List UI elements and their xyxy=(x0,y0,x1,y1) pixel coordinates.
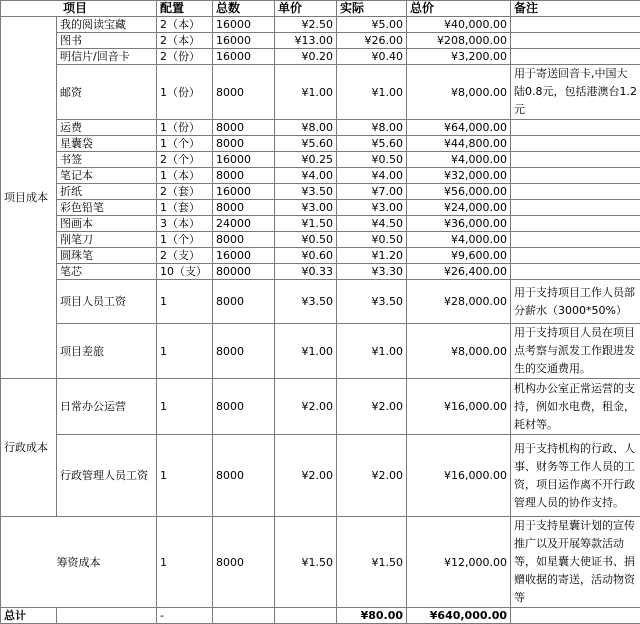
cell-note xyxy=(511,168,640,184)
cell-unit: ¥3.50 xyxy=(275,280,337,324)
header-note: 备注 xyxy=(511,1,640,17)
cell-config: 1 xyxy=(157,324,213,379)
table-row xyxy=(1,33,640,49)
table-row xyxy=(1,517,640,608)
cell-unit: ¥3.00 xyxy=(275,200,337,216)
table-row xyxy=(1,379,640,435)
cell-sum: ¥16,000.00 xyxy=(407,379,511,435)
cell-total: 8000 xyxy=(213,379,275,435)
cell-actual: ¥1.00 xyxy=(337,324,407,379)
cell-config: 2（本） xyxy=(157,33,213,49)
cell-sum: ¥4,000.00 xyxy=(407,152,511,168)
cell-total: 8000 xyxy=(213,517,275,608)
cell-note xyxy=(511,248,640,264)
table-row xyxy=(1,324,640,379)
cell-sum: ¥28,000.00 xyxy=(407,280,511,324)
cell-unit: ¥13.00 xyxy=(275,33,337,49)
cell-item: 我的阅读宝藏 xyxy=(57,17,157,33)
cell-note xyxy=(511,17,640,33)
total-empty xyxy=(275,608,337,624)
cell-unit: ¥0.25 xyxy=(275,152,337,168)
group-admin: 行政成本 xyxy=(1,379,57,517)
cell-actual: ¥3.30 xyxy=(337,264,407,280)
cell-unit: ¥0.50 xyxy=(275,232,337,248)
cell-config: 3（本） xyxy=(157,216,213,232)
cell-item: 彩色铅笔 xyxy=(57,200,157,216)
table-row xyxy=(1,184,640,200)
cell-total: 16000 xyxy=(213,248,275,264)
cell-sum: ¥3,200.00 xyxy=(407,49,511,65)
total-empty xyxy=(511,608,640,624)
cell-actual: ¥1.00 xyxy=(337,65,407,120)
total-config: - xyxy=(157,608,213,624)
cell-total: 80000 xyxy=(213,264,275,280)
cell-total: 16000 xyxy=(213,17,275,33)
table-row xyxy=(1,152,640,168)
total-sum: ¥640,000.00 xyxy=(407,608,511,624)
total-empty xyxy=(57,608,157,624)
cell-unit: ¥3.50 xyxy=(275,184,337,200)
cell-sum: ¥32,000.00 xyxy=(407,168,511,184)
cell-sum: ¥8,000.00 xyxy=(407,324,511,379)
cell-note xyxy=(511,136,640,152)
table-row xyxy=(1,435,640,517)
cell-config: 1（个） xyxy=(157,232,213,248)
cell-total: 16000 xyxy=(213,152,275,168)
header-unit-price: 单价 xyxy=(275,1,337,17)
cell-sum: ¥12,000.00 xyxy=(407,517,511,608)
header-total: 总数 xyxy=(213,1,275,17)
cell-sum: ¥208,000.00 xyxy=(407,33,511,49)
cell-actual: ¥3.00 xyxy=(337,200,407,216)
cell-total: 8000 xyxy=(213,232,275,248)
table-row xyxy=(1,120,640,136)
cell-item: 运费 xyxy=(57,120,157,136)
cell-unit: ¥4.00 xyxy=(275,168,337,184)
cell-total: 16000 xyxy=(213,184,275,200)
table-row xyxy=(1,17,640,33)
cell-item: 明信片/回音卡 xyxy=(57,49,157,65)
cell-config: 1 xyxy=(157,517,213,608)
cell-note xyxy=(511,120,640,136)
cell-actual: ¥1.50 xyxy=(337,517,407,608)
cell-sum: ¥26,400.00 xyxy=(407,264,511,280)
cell-config: 1（个） xyxy=(157,136,213,152)
cell-total: 8000 xyxy=(213,168,275,184)
cell-config: 1（本） xyxy=(157,168,213,184)
cell-actual: ¥5.00 xyxy=(337,17,407,33)
cell-item: 笔芯 xyxy=(57,264,157,280)
cell-sum: ¥40,000.00 xyxy=(407,17,511,33)
cell-actual: ¥0.40 xyxy=(337,49,407,65)
cell-item: 圆珠笔 xyxy=(57,248,157,264)
cell-unit: ¥5.60 xyxy=(275,136,337,152)
cell-total: 8000 xyxy=(213,435,275,517)
cell-actual: ¥4.50 xyxy=(337,216,407,232)
cell-note xyxy=(511,216,640,232)
cell-total: 16000 xyxy=(213,49,275,65)
table-row xyxy=(1,65,640,120)
cell-config: 2（套） xyxy=(157,184,213,200)
cell-note xyxy=(511,232,640,248)
total-label: 总计 xyxy=(1,608,57,624)
total-empty xyxy=(213,608,275,624)
cell-item: 日常办公运营 xyxy=(57,379,157,435)
cell-item: 项目人员工资 xyxy=(57,280,157,324)
cell-item: 项目差旅 xyxy=(57,324,157,379)
cell-item: 折纸 xyxy=(57,184,157,200)
cell-sum: ¥36,000.00 xyxy=(407,216,511,232)
cell-total: 24000 xyxy=(213,216,275,232)
total-actual: ¥80.00 xyxy=(337,608,407,624)
cell-item: 笔记本 xyxy=(57,168,157,184)
cell-item: 行政管理人员工资 xyxy=(57,435,157,517)
cell-sum: ¥44,800.00 xyxy=(407,136,511,152)
cell-config: 2（份） xyxy=(157,49,213,65)
header-config: 配置 xyxy=(157,1,213,17)
cell-total: 16000 xyxy=(213,33,275,49)
cell-total: 8000 xyxy=(213,136,275,152)
cell-item: 削笔刀 xyxy=(57,232,157,248)
cell-sum: ¥56,000.00 xyxy=(407,184,511,200)
cell-config: 1 xyxy=(157,280,213,324)
cell-sum: ¥24,000.00 xyxy=(407,200,511,216)
cell-config: 2（本） xyxy=(157,17,213,33)
header-item: 项目 xyxy=(1,1,157,17)
cell-total: 8000 xyxy=(213,200,275,216)
cell-unit: ¥8.00 xyxy=(275,120,337,136)
header-row xyxy=(1,1,640,17)
cell-sum: ¥64,000.00 xyxy=(407,120,511,136)
cell-item: 星囊袋 xyxy=(57,136,157,152)
cell-note xyxy=(511,264,640,280)
table-row xyxy=(1,136,640,152)
table-row xyxy=(1,168,640,184)
cell-actual: ¥2.00 xyxy=(337,379,407,435)
table-row xyxy=(1,49,640,65)
cell-unit: ¥1.00 xyxy=(275,65,337,120)
cell-config: 1（套） xyxy=(157,200,213,216)
cell-note xyxy=(511,200,640,216)
cell-note: 用于支持星囊计划的宣传推广以及开展筹款活动等，如星囊大使证书、捐赠收据的寄送，活动物资等 xyxy=(511,517,640,608)
cell-note: 用于寄送回音卡,中国大陆0.8元，包括港澳台1.2元 xyxy=(511,65,640,120)
cell-note xyxy=(511,49,640,65)
table-row xyxy=(1,216,640,232)
cell-item: 图画本 xyxy=(57,216,157,232)
cell-note xyxy=(511,33,640,49)
cell-actual: ¥7.00 xyxy=(337,184,407,200)
cell-sum: ¥4,000.00 xyxy=(407,232,511,248)
cell-config: 1 xyxy=(157,435,213,517)
cell-note: 用于支持项目工作人员部分薪水（3000*50%） xyxy=(511,280,640,324)
cell-unit: ¥1.50 xyxy=(275,517,337,608)
cell-note: 用于支持机构的行政、人事、财务等工作人员的工资，项目运作离不开行政管理人员的协作支持。 xyxy=(511,435,640,517)
cell-actual: ¥5.60 xyxy=(337,136,407,152)
cell-unit: ¥0.60 xyxy=(275,248,337,264)
cell-note xyxy=(511,184,640,200)
cell-config: 2（支） xyxy=(157,248,213,264)
cell-sum: ¥16,000.00 xyxy=(407,435,511,517)
header-sum: 总价 xyxy=(407,1,511,17)
group-fundraising: 筹资成本 xyxy=(1,517,157,608)
cell-unit: ¥2.50 xyxy=(275,17,337,33)
cell-config: 10（支） xyxy=(157,264,213,280)
cell-item: 图书 xyxy=(57,33,157,49)
cell-actual: ¥0.50 xyxy=(337,232,407,248)
table-row xyxy=(1,200,640,216)
cell-config: 1（份） xyxy=(157,120,213,136)
cell-sum: ¥9,600.00 xyxy=(407,248,511,264)
cell-note xyxy=(511,152,640,168)
cell-actual: ¥4.00 xyxy=(337,168,407,184)
cell-item: 书签 xyxy=(57,152,157,168)
cell-unit: ¥1.00 xyxy=(275,324,337,379)
cell-unit: ¥0.20 xyxy=(275,49,337,65)
cell-note: 用于支持项目人员在项目点考察与派发工作跟进发生的交通费用。 xyxy=(511,324,640,379)
cell-unit: ¥2.00 xyxy=(275,379,337,435)
cell-actual: ¥2.00 xyxy=(337,435,407,517)
cell-total: 8000 xyxy=(213,120,275,136)
cell-actual: ¥26.00 xyxy=(337,33,407,49)
cell-actual: ¥0.50 xyxy=(337,152,407,168)
table-row xyxy=(1,232,640,248)
cell-actual: ¥1.20 xyxy=(337,248,407,264)
cell-actual: ¥8.00 xyxy=(337,120,407,136)
cell-unit: ¥1.50 xyxy=(275,216,337,232)
table-row xyxy=(1,264,640,280)
cell-total: 8000 xyxy=(213,280,275,324)
cell-config: 1 xyxy=(157,379,213,435)
cell-sum: ¥8,000.00 xyxy=(407,65,511,120)
cell-total: 8000 xyxy=(213,65,275,120)
cell-total: 8000 xyxy=(213,324,275,379)
cell-config: 1（份） xyxy=(157,65,213,120)
cell-actual: ¥3.50 xyxy=(337,280,407,324)
table-row xyxy=(1,280,640,324)
header-actual: 实际 xyxy=(337,1,407,17)
cell-config: 2（个） xyxy=(157,152,213,168)
total-row xyxy=(1,608,640,624)
group-project: 项目成本 xyxy=(1,17,57,379)
cell-item: 邮资 xyxy=(57,65,157,120)
cell-unit: ¥2.00 xyxy=(275,435,337,517)
cell-unit: ¥0.33 xyxy=(275,264,337,280)
cell-note: 机构办公室正常运营的支持，例如水电费，租金，耗材等。 xyxy=(511,379,640,435)
table-row xyxy=(1,248,640,264)
